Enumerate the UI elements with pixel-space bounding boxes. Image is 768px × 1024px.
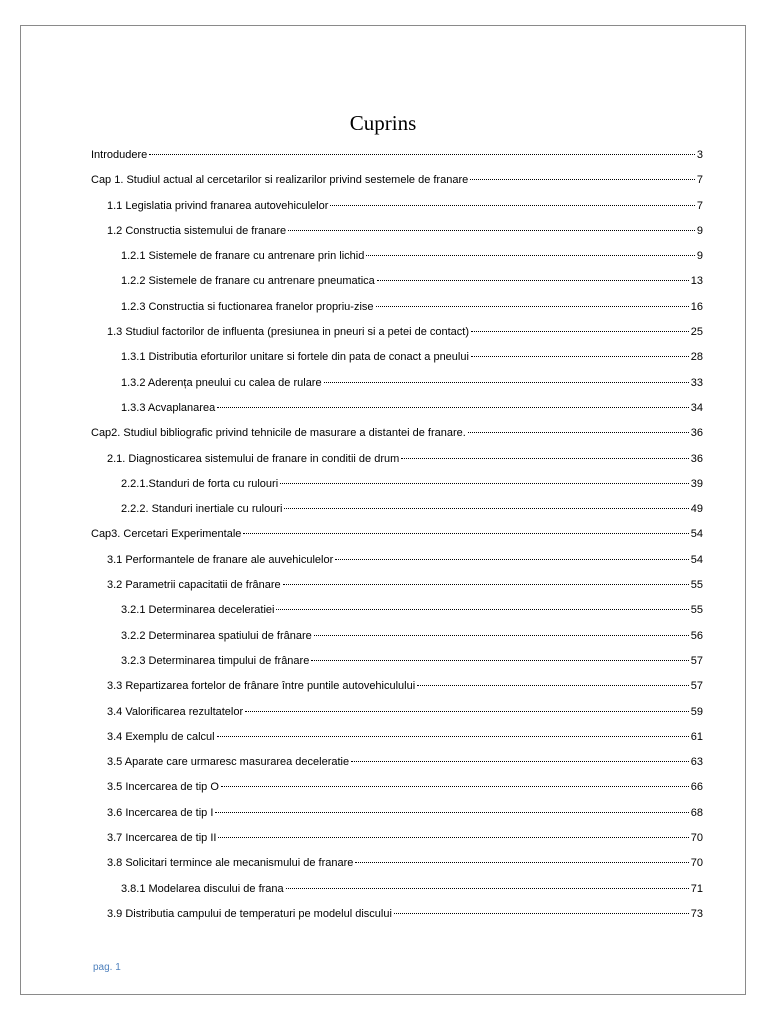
toc-entry-title: Cap 1. Studiul actual al cercetarilor si realizarilor privind sestemele de franare (91, 174, 469, 187)
dot-leader (217, 393, 689, 408)
toc-entry-title: 3.8.1 Modelarea discului de frana (121, 882, 284, 895)
toc-entry-title: 3.2 Parametrii capacitatii de frânare (107, 579, 281, 592)
toc-entry-page: 3 (696, 149, 703, 161)
dot-leader (215, 798, 688, 813)
dot-leader (366, 241, 695, 256)
dot-leader (288, 216, 695, 231)
toc-entry-title: 2.1. Diagnosticarea sistemului de franare in conditii de drum (107, 452, 400, 465)
toc-entry-page: 59 (690, 705, 703, 718)
toc-entry-title: 3.9 Distributia campului de temperaturi pe modelul discului (107, 907, 392, 920)
dot-leader (335, 545, 689, 560)
toc-entry-title: 1.3 Studiul factorilor de influenta (presiunea in pneuri si a petei de contact) (107, 326, 469, 339)
page-title: Cuprins (349, 111, 417, 135)
toc-entry-title: Cap3. Cercetari Experimentale (91, 528, 242, 541)
toc-entry-page: 34 (690, 401, 703, 414)
dot-leader (355, 848, 688, 863)
toc-entry-title: 3.5 Aparate care urmaresc masurarea deceleratie (107, 756, 350, 769)
page-number-footer: pag. 1 (93, 962, 121, 973)
toc-entry-page: 54 (690, 553, 703, 566)
toc-entry-page: 73 (690, 907, 703, 920)
dot-leader (314, 621, 689, 636)
table-of-contents (91, 143, 703, 927)
dot-leader (394, 899, 689, 914)
toc-entry-page: 56 (690, 629, 703, 642)
toc-entry-title: 3.2.1 Determinarea deceleratiei (121, 604, 275, 617)
toc-entry-title: 1.2 Constructia sistemului de franare (107, 224, 287, 237)
toc-entry-title: 1.3.2 Aderența pneului cu calea de rulare (121, 376, 322, 389)
dot-leader (245, 697, 689, 712)
toc-entry-title: 1.2.1 Sistemele de franare cu antrenare prin lichid (121, 250, 365, 263)
dot-leader (280, 469, 689, 484)
dot-leader (283, 570, 689, 585)
dot-leader (471, 317, 689, 332)
toc-entry-page: 28 (690, 351, 703, 364)
toc-entry-page: 36 (690, 452, 703, 465)
dot-leader (351, 747, 689, 762)
toc-entry-title: 1.2.2 Sistemele de franare cu antrenare pneumatica (121, 275, 375, 288)
toc-entry-page: 70 (690, 857, 703, 870)
dot-leader (149, 140, 695, 155)
toc-entry-title: 2.2.2. Standuri inertiale cu rulouri (121, 503, 283, 516)
toc-entry-title: 3.3 Repartizarea fortelor de frânare între puntile autovehiculului (107, 680, 416, 693)
dot-leader (401, 444, 688, 459)
toc-entry-page: 7 (696, 174, 703, 187)
dot-leader (221, 772, 689, 787)
toc-entry-page: 55 (690, 579, 703, 592)
toc-entry-page: 55 (690, 604, 703, 617)
toc-entry-title: 3.6 Incercarea de tip I (107, 806, 214, 819)
toc-entry-page: 66 (690, 781, 703, 794)
toc-entry-title: 3.4 Exemplu de calcul (107, 730, 215, 743)
dot-leader (243, 519, 688, 534)
toc-entry-page: 13 (690, 275, 703, 288)
toc-entry-title: 3.2.3 Determinarea timpului de frânare (121, 654, 310, 667)
toc-entry-page: 7 (696, 199, 703, 212)
toc-entry-title: 3.2.2 Determinarea spatiului de frânare (121, 629, 312, 642)
dot-leader (286, 874, 689, 889)
dot-leader (218, 823, 688, 838)
toc-entry-page: 9 (696, 224, 703, 237)
toc-entry-page: 57 (690, 654, 703, 667)
toc-entry-title: Cap2. Studiul bibliografic privind tehnicile de masurare a distantei de franare. (91, 427, 466, 440)
toc-entry[interactable] (91, 902, 703, 927)
toc-entry-title: 1.3.1 Distributia eforturilor unitare si fortele din pata de conact a pneului (121, 351, 469, 364)
toc-entry-title: 3.8 Solicitari termince ale mecanismului de franare (107, 857, 354, 870)
toc-entry-page: 71 (690, 882, 703, 895)
dot-leader (284, 494, 688, 509)
toc-entry-title: 2.2.1.Standuri de forta cu rulouri (121, 477, 279, 490)
toc-entry-page: 25 (690, 326, 703, 339)
toc-entry-page: 68 (690, 806, 703, 819)
dot-leader (276, 595, 688, 610)
dot-leader (470, 165, 695, 180)
toc-entry-title: 3.4 Valorificarea rezultatelor (107, 705, 244, 718)
dot-leader (471, 342, 689, 357)
toc-entry-page: 61 (690, 730, 703, 743)
toc-entry-title: 3.7 Incercarea de tip II (107, 832, 217, 845)
toc-entry-page: 57 (690, 680, 703, 693)
toc-entry-page: 33 (690, 376, 703, 389)
toc-entry-page: 54 (690, 528, 703, 541)
dot-leader (217, 722, 689, 737)
toc-entry-page: 16 (690, 300, 703, 313)
toc-entry-page: 36 (690, 427, 703, 440)
toc-entry-title: 1.3.3 Acvaplanarea (121, 401, 216, 414)
toc-entry-title: Introdudere (91, 149, 148, 161)
dot-leader (417, 671, 689, 686)
toc-entry-page: 39 (690, 477, 703, 490)
dot-leader (311, 646, 688, 661)
toc-entry-page: 63 (690, 756, 703, 769)
toc-entry-page: 9 (696, 250, 703, 263)
toc-entry-title: 3.5 Incercarea de tip O (107, 781, 219, 794)
toc-entry-page: 70 (690, 832, 703, 845)
toc-entry-title: 3.1 Performantele de franare ale auvehiculelor (107, 553, 334, 566)
document-page (20, 25, 746, 995)
toc-entry-title: 1.2.3 Constructia si fuctionarea franelor propriu-zise (121, 300, 374, 313)
dot-leader (376, 292, 689, 307)
toc-entry-title: 1.1 Legislatia privind franarea autovehiculelor (107, 199, 329, 212)
toc-entry-page: 49 (690, 503, 703, 516)
dot-leader (330, 191, 695, 206)
dot-leader (324, 368, 689, 383)
dot-leader (468, 418, 689, 433)
dot-leader (377, 266, 689, 281)
